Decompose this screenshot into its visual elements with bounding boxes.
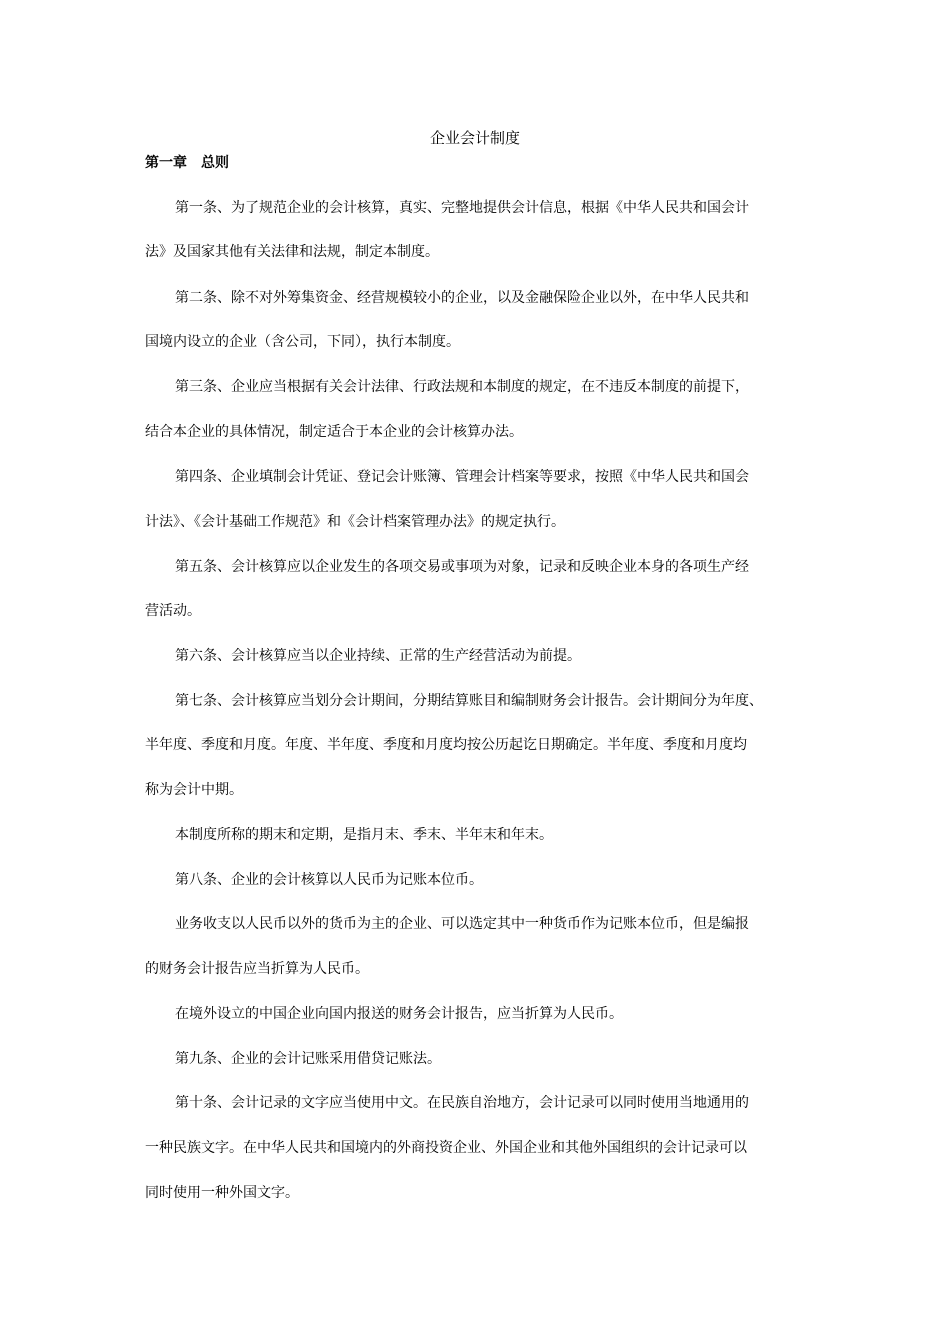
paragraph-line: 第九条、企业的会计记账采用借贷记账法。 (175, 1051, 441, 1067)
paragraph-line: 第三条、企业应当根据有关会计法律、行政法规和本制度的规定，在不违反本制度的前提下， (175, 379, 749, 395)
paragraph-line: 法》及国家其他有关法律和法规，制定本制度。 (145, 244, 439, 260)
paragraph-line: 业务收支以人民币以外的货币为主的企业、可以选定其中一种货币作为记账本位币，但是编报 (175, 916, 749, 932)
paragraph-line: 的财务会计报告应当折算为人民币。 (145, 961, 369, 977)
paragraph-line: 一种民族文字。在中华人民共和国境内的外商投资企业、外国企业和其他外国组织的会计记录可以 (145, 1140, 747, 1156)
paragraph-line: 第八条、企业的会计核算以人民币为记账本位币。 (175, 872, 483, 888)
paragraph-line: 第二条、除不对外筹集资金、经营规模较小的企业，以及金融保险企业以外，在中华人民共和 (175, 290, 749, 306)
paragraph-line: 第五条、会计核算应以企业发生的各项交易或事项为对象，记录和反映企业本身的各项生产经 (175, 559, 749, 575)
paragraph-line: 营活动。 (145, 603, 201, 619)
chapter-heading: 第一章 总则 (145, 155, 229, 171)
paragraph-line: 在境外设立的中国企业向国内报送的财务会计报告，应当折算为人民币。 (175, 1006, 623, 1022)
document-title: 企业会计制度 (429, 129, 520, 147)
paragraph-line: 第六条、会计核算应当以企业持续、正常的生产经营活动为前提。 (175, 648, 581, 664)
paragraph-line: 第一条、为了规范企业的会计核算，真实、完整地提供会计信息，根据《中华人民共和国会计 (175, 200, 749, 216)
paragraph-line: 计法》、《会计基础工作规范》和《会计档案管理办法》的规定执行。 (145, 514, 565, 530)
paragraph-line: 第四条、企业填制会计凭证、登记会计账簿、管理会计档案等要求，按照《中华人民共和国会 (175, 469, 749, 485)
paragraph-line: 第十条、会计记录的文字应当使用中文。在民族自治地方，会计记录可以同时使用当地通用的 (175, 1095, 749, 1111)
paragraph-line: 称为会计中期。 (145, 782, 243, 798)
paragraph-line: 半年度、季度和月度。年度、半年度、季度和月度均按公历起讫日期确定。半年度、季度和月度均 (145, 737, 747, 753)
paragraph-line: 结合本企业的具体情况，制定适合于本企业的会计核算办法。 (145, 424, 523, 440)
paragraph-line: 国境内设立的企业（含公司，下同），执行本制度。 (145, 334, 460, 350)
paragraph-line: 本制度所称的期末和定期，是指月末、季末、半年末和年末。 (175, 827, 553, 843)
paragraph-line: 第七条、会计核算应当划分会计期间，分期结算账目和编制财务会计报告。会计期间分为年度、 (175, 693, 763, 709)
paragraph-line: 同时使用一种外国文字。 (145, 1185, 299, 1201)
